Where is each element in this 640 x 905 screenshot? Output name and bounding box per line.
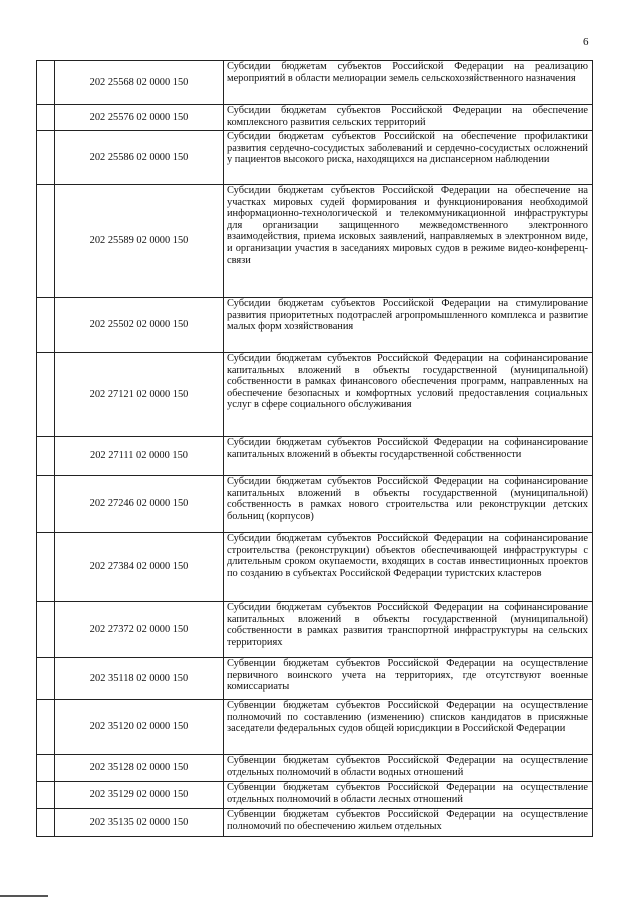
budget-code: 202 25576 02 0000 150 — [55, 105, 224, 131]
table-row — [37, 476, 593, 533]
table-row — [37, 61, 593, 105]
income-description: Субсидии бюджетам субъектов Российской Федерации на софинансирование капитальных вложений в объекты государственной собственности — [224, 437, 593, 476]
income-description: Субсидии бюджетам субъектов Российской Федерации на стимулирование развития приоритетных подотраслей агропромышленного комплекса и развитие малых форм хозяйствования — [224, 298, 593, 353]
income-description: Субсидии бюджетам субъектов Российской Федерации на софинансирование капитальных вложений в объекты государственной (муниципальной) собственность в рамках нового строительства или реконструкции детских больниц (корпусов) — [224, 476, 593, 533]
table-row — [37, 755, 593, 782]
table-row — [37, 700, 593, 755]
row-number-cell — [37, 755, 55, 782]
table-row — [37, 131, 593, 185]
budget-code: 202 35135 02 0000 150 — [55, 809, 224, 837]
table-row — [37, 298, 593, 353]
page-number: 6 — [583, 36, 589, 48]
table-row — [37, 809, 593, 837]
row-number-cell — [37, 105, 55, 131]
budget-code: 202 25586 02 0000 150 — [55, 131, 224, 185]
income-description: Субвенции бюджетам субъектов Российской Федерации на осуществление отдельных полномочий в области водных отношений — [224, 755, 593, 782]
table-row — [37, 105, 593, 131]
income-description: Субсидии бюджетам субъектов Российской Федерации на обеспечение на участках мировых судей формирования и функционирования необходимой информационно-технологической и телекоммуникационной инфраструктуры для организации защищенного межведомственного электронного взаимодействия, приема исковых заявлений, направляемых в электронном виде, и организации участия в заседаниях мировых судов в режиме видео-конференц-связи — [224, 185, 593, 298]
income-description: Субсидии бюджетам субъектов Российской Федерации на софинансирование капитальных вложений в объекты государственной (муниципальной) собственности в рамках финансового обеспечения программ, направленных на обеспечение безопасных и комфортных условий предоставления социальных услуг в сфере социального обслуживания — [224, 353, 593, 437]
row-number-cell — [37, 131, 55, 185]
table-row — [37, 533, 593, 602]
table-row — [37, 782, 593, 809]
budget-code: 202 35128 02 0000 150 — [55, 755, 224, 782]
budget-code: 202 25589 02 0000 150 — [55, 185, 224, 298]
budget-code: 202 35118 02 0000 150 — [55, 658, 224, 700]
table-row — [37, 353, 593, 437]
table-row — [37, 185, 593, 298]
budget-code: 202 25568 02 0000 150 — [55, 61, 224, 105]
budget-code: 202 27111 02 0000 150 — [55, 437, 224, 476]
table-row — [37, 437, 593, 476]
row-number-cell — [37, 476, 55, 533]
budget-code: 202 35129 02 0000 150 — [55, 782, 224, 809]
budget-code: 202 27246 02 0000 150 — [55, 476, 224, 533]
income-description: Субсидии бюджетам субъектов Российской Федерации на софинансирование капитальных вложений в объекты государственной (муниципальной) собственности в рамках развития транспортной инфраструктуры на сельских территориях — [224, 602, 593, 658]
row-number-cell — [37, 602, 55, 658]
row-number-cell — [37, 185, 55, 298]
row-number-cell — [37, 533, 55, 602]
row-number-cell — [37, 353, 55, 437]
row-number-cell — [37, 809, 55, 837]
income-description: Субвенции бюджетам субъектов Российской Федерации на осуществление полномочий по составлению (изменению) списков кандидатов в присяжные заседатели федеральных судов общей юрисдикции в Российской Федерации — [224, 700, 593, 755]
table-row — [37, 658, 593, 700]
income-description: Субвенции бюджетам субъектов Российской Федерации на осуществление полномочий по обеспечению жильем отдельных — [224, 809, 593, 837]
budget-code: 202 25502 02 0000 150 — [55, 298, 224, 353]
row-number-cell — [37, 61, 55, 105]
budget-code: 202 27384 02 0000 150 — [55, 533, 224, 602]
row-number-cell — [37, 782, 55, 809]
income-description: Субсидии бюджетам субъектов Российской Федерации на реализацию мероприятий в области мелиорации земель сельскохозяйственного назначения — [224, 61, 593, 105]
income-description: Субвенции бюджетам субъектов Российской Федерации на осуществление первичного воинского учета на территориях, где отсутствуют военные комиссариаты — [224, 658, 593, 700]
row-number-cell — [37, 658, 55, 700]
budget-classification-table — [36, 60, 593, 837]
income-description: Субсидии бюджетам субъектов Российской Федерации на обеспечение комплексного развития сельских территорий — [224, 105, 593, 131]
row-number-cell — [37, 298, 55, 353]
income-description: Субсидии бюджетам субъектов Российской Федерации на софинансирование строительства (реконструкции) объектов обеспечивающей инфраструктуры с длительным сроком окупаемости, входящих в состав инвестиционных проектов по созданию в субъектах Российской Федерации туристских кластеров — [224, 533, 593, 602]
row-number-cell — [37, 437, 55, 476]
budget-code: 202 27372 02 0000 150 — [55, 602, 224, 658]
income-description: Субвенции бюджетам субъектов Российской Федерации на осуществление отдельных полномочий в области лесных отношений — [224, 782, 593, 809]
budget-code: 202 35120 02 0000 150 — [55, 700, 224, 755]
row-number-cell — [37, 700, 55, 755]
income-description: Субсидии бюджетам субъектов Российской на обеспечение профилактики развития сердечно-сосудистых заболеваний и сердечно-сосудистых осложнений у пациентов высокого риска, находящихся на диспансерном наблюдении — [224, 131, 593, 185]
budget-code: 202 27121 02 0000 150 — [55, 353, 224, 437]
scan-edge-mark — [0, 895, 48, 897]
table-row — [37, 602, 593, 658]
